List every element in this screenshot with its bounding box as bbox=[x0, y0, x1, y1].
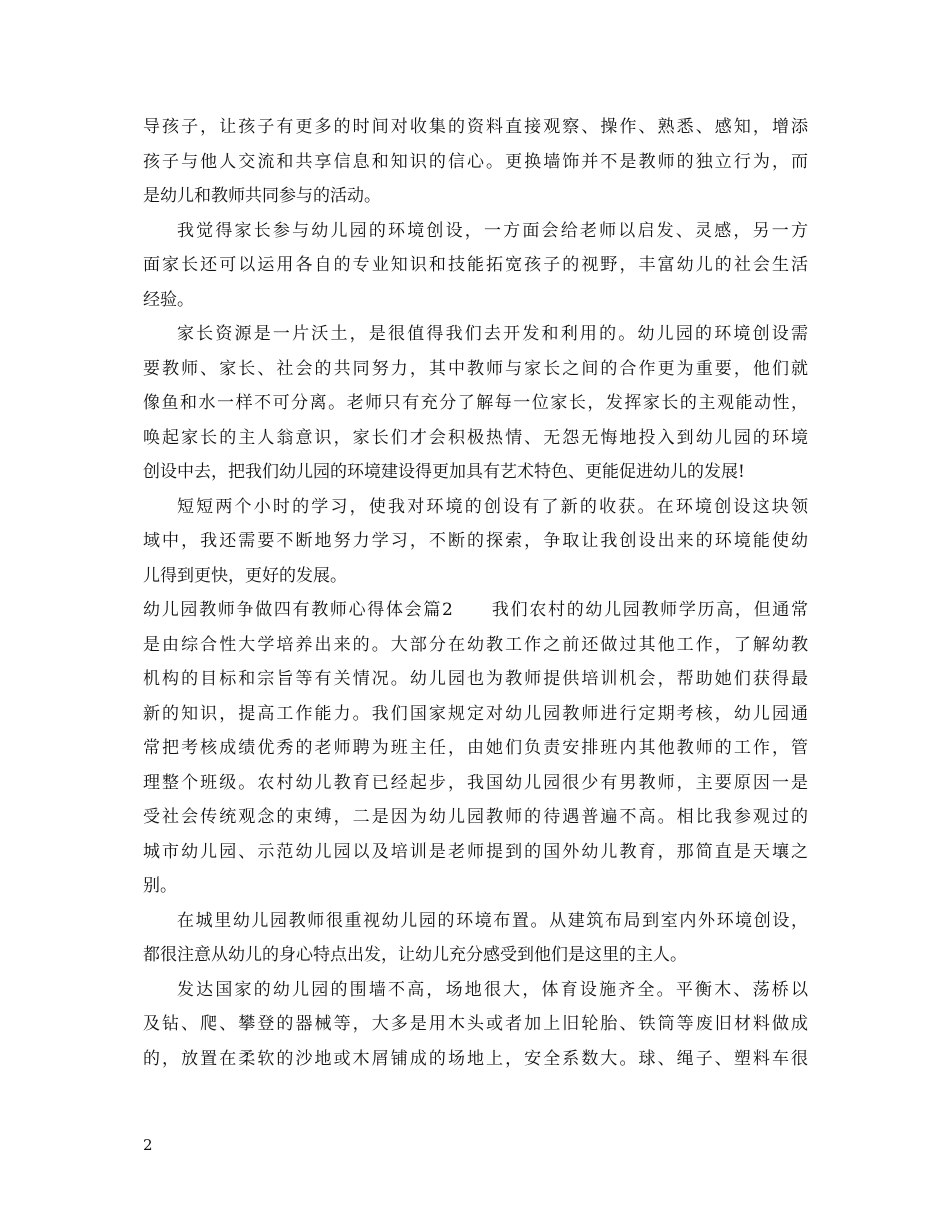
text-line: 受社会传统观念的束缚，二是因为幼儿园教师的待遇普遍不高。相比我参观过的 bbox=[143, 807, 808, 827]
text-line: 经验。 bbox=[143, 289, 194, 310]
text-line: 短短两个小时的学习，使我对环境的创设有了新的收获。在环境创设这块领 bbox=[177, 496, 808, 517]
text-line: 导孩子，让孩子有更多的时间对收集的资料直接观察、操作、熟悉、感知，增添 bbox=[143, 117, 808, 137]
text-line: 都很注意从幼儿的身心特点出发，让幼儿充分感受到他们是这里的主人。 bbox=[143, 945, 687, 965]
text-line: 唤起家长的主人翁意识，家长们才会积极热情、无怨无悔地投入到幼儿园的环境 bbox=[143, 427, 808, 448]
text-line: 我觉得家长参与幼儿园的环境创设，一方面会给老师以启发、灵感，另一方 bbox=[177, 220, 808, 241]
text-line: 面家长还可以运用各自的专业知识和技能拓宽孩子的视野，丰富幼儿的社会生活 bbox=[143, 255, 808, 275]
paragraph bbox=[143, 317, 808, 490]
text-line: 常把考核成绩优秀的老师聘为班主任，由她们负责安排班内其他教师的工作，管 bbox=[143, 738, 808, 758]
text-line: 像鱼和水一样不可分离。老师只有充分了解每一位家长，发挥家长的主观能动性， bbox=[143, 393, 808, 413]
text-line: 别。 bbox=[143, 876, 177, 896]
text-line: 家长资源是一片沃土，是很值得我们去开发和利用的。幼儿园的环境创设需 bbox=[177, 324, 808, 344]
text-line: 机构的目标和宗旨等有关情况。幼儿园也为教师提供培训机会，帮助她们获得最 bbox=[143, 669, 808, 689]
text-line: 是幼儿和教师共同参与的活动。 bbox=[143, 186, 381, 206]
text-line: 在城里幼儿园教师很重视幼儿园的环境布置。从建筑布局到室内外环境创设， bbox=[177, 910, 808, 931]
text-line: 要教师、家长、社会的共同努力，其中教师与家长之间的合作更为重要，他们就 bbox=[143, 358, 808, 379]
text-line: 儿得到更快，更好的发展。 bbox=[143, 565, 347, 586]
paragraph bbox=[143, 490, 808, 594]
text-line: 创设中去，把我们幼儿园的环境建设得更加具有艺术特色、更能促进幼儿的发展! bbox=[143, 462, 745, 482]
text-line: 及钻、爬、攀登的器械等，大多是用木头或者加上旧轮胎、铁筒等废旧材料做成 bbox=[143, 1014, 808, 1034]
text-line: 新的知识，提高工作能力。我们国家规定对幼儿园教师进行定期考核，幼儿园通 bbox=[143, 703, 808, 724]
text-line: 城市幼儿园、示范幼儿园以及培训是老师提到的国外幼儿教育，那简直是天壤之 bbox=[143, 841, 808, 862]
text-line: 发达国家的幼儿园的围墙不高，场地很大，体育设施齐全。平衡木、荡桥以 bbox=[177, 979, 808, 1000]
text-line: 理整个班级。农村幼儿教育已经起步，我国幼儿园很少有男教师，主要原因一是 bbox=[143, 772, 808, 793]
text-line: 是由综合性大学培养出来的。大部分在幼教工作之前还做过其他工作，了解幼教 bbox=[143, 634, 808, 655]
paragraph bbox=[143, 593, 808, 904]
page-number: 2 bbox=[143, 1136, 153, 1154]
document-body bbox=[143, 110, 808, 1076]
paragraph bbox=[143, 214, 808, 318]
text-line: 孩子与他人交流和共享信息和知识的信心。更换墙饰并不是教师的独立行为，而 bbox=[143, 151, 808, 172]
text-line: 的，放置在柔软的沙地或木屑铺成的场地上，安全系数大。球、绳子、塑料车很 bbox=[143, 1048, 808, 1069]
paragraph bbox=[143, 973, 808, 1077]
paragraph bbox=[143, 110, 808, 214]
text-line: 域中，我还需要不断地努力学习，不断的探索，争取让我创设出来的环境能使幼 bbox=[143, 531, 808, 551]
paragraph bbox=[143, 904, 808, 973]
text-line: 幼儿园教师争做四有教师心得体会篇2 我们农村的幼儿园教师学历高，但通常 bbox=[143, 600, 808, 620]
